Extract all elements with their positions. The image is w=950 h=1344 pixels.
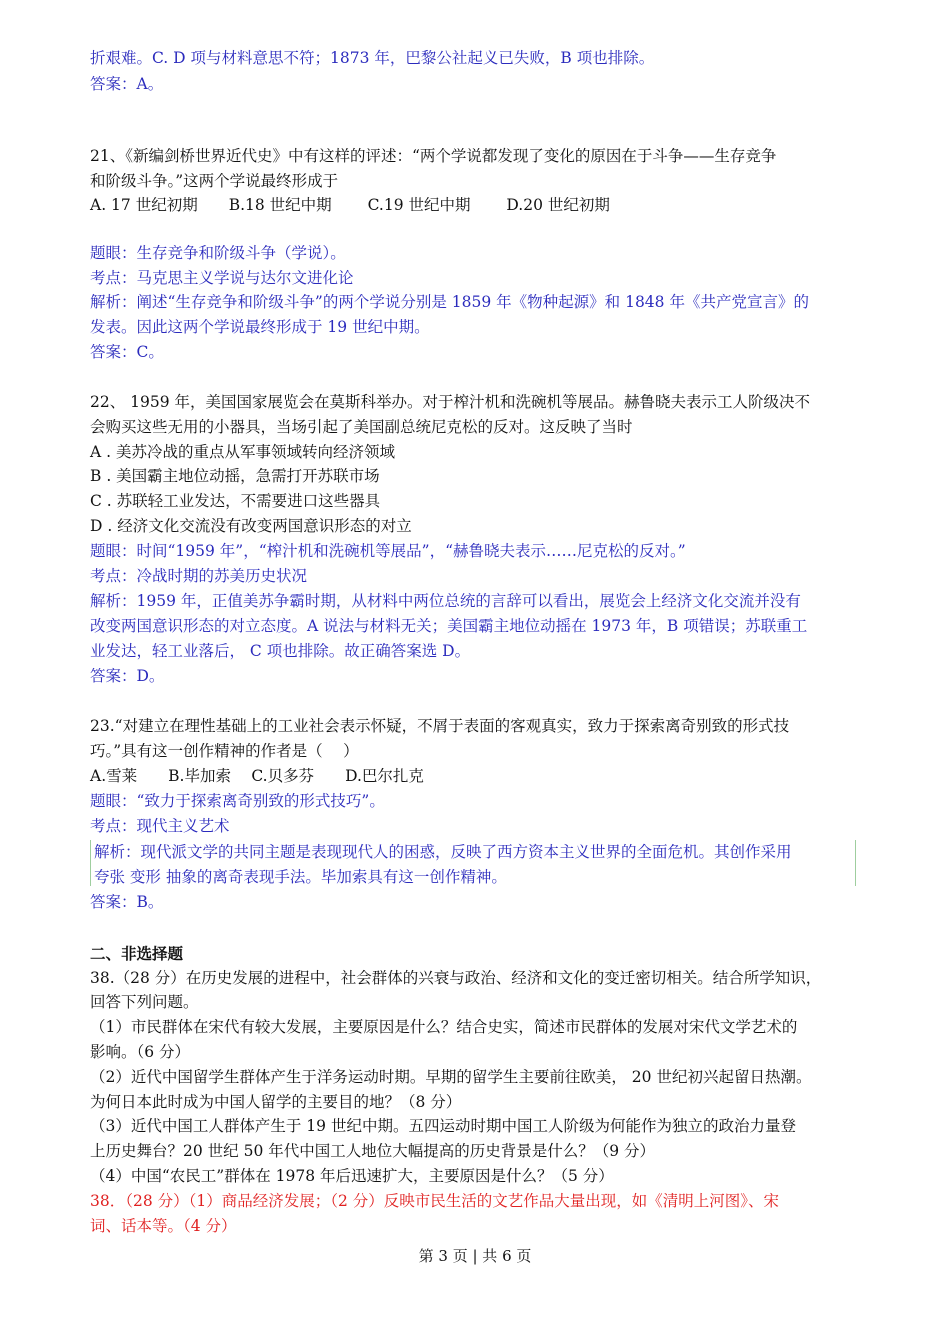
q38-sub2: （2）近代中国留学生群体产生于洋务运动时期。早期的留学生主要前往欧美， 20 世纪初兴起留日热潮。 (90, 1068, 812, 1086)
q21-stem-cont: 和阶级斗争。”这两个学说最终形成于 (90, 172, 339, 190)
q21-analysis-cont: 发表。因此这两个学说最终形成于 19 世纪中期。 (90, 318, 430, 336)
q22-analysis-cont2: 业发达，轻工业落后， C 项也排除。故正确答案选 D。 (90, 642, 471, 660)
section-heading: 二、非选择题 (90, 944, 184, 963)
q21-key-phrase: 题眼：生存竞争和阶级斗争（学说）。 (90, 244, 346, 262)
q22-exam-point: 考点：冷战时期的苏美历史状况 (90, 567, 308, 585)
q22-key-phrase: 题眼：时间“1959 年”，“榨汁机和洗碗机等展品”，“赫鲁晓夫表示……尼克松的反对。” (90, 542, 686, 560)
q22-option-c: C . 苏联轻工业发达，不需要进口这些器具 (90, 492, 381, 510)
q22-stem: 22、 1959 年，美国国家展览会在莫斯科举办。对于榨汁机和洗碗机等展品。赫鲁晓夫表示工人阶级决不 (90, 393, 811, 411)
q22-stem-cont: 会购买这些无用的小器具，当场引起了美国副总统尼克松的反对。这反映了当时 (90, 418, 633, 436)
q23-key-phrase: 题眼：“致力于探索离奇别致的形式技巧”。 (90, 792, 385, 810)
q23-stem: 23.“对建立在理性基础上的工业社会表示怀疑，不屑于表面的客观真实，致力于探索离奇别致的形式技 (90, 717, 790, 735)
q23-answer: 答案：B。 (90, 893, 164, 911)
q38-answer: 38．（28 分）（1）商品经济发展；（2 分）反映市民生活的文艺作品大量出现，如《清明上河图》、宋 (90, 1192, 780, 1210)
q23-exam-point: 考点：现代主义艺术 (90, 817, 230, 835)
q21-answer: 答案：C。 (90, 343, 164, 361)
q38-answer-cont: 词、话本等。（4 分） (90, 1217, 237, 1235)
q22-option-d: D . 经济文化交流没有改变两国意识形态的对立 (90, 517, 412, 535)
q21-exam-point: 考点：马克思主义学说与达尔文进化论 (90, 269, 354, 287)
q38-stem: 38.（28 分）在历史发展的进程中，社会群体的兴衰与政治、经济和文化的变迁密切相关。结合所学知识， (90, 969, 822, 987)
page-footer: 第 3 页 | 共 6 页 (418, 1247, 532, 1265)
q23-options: A.雪莱 B.毕加索 C.贝多芬 D.巴尔扎克 (90, 767, 424, 785)
q21-stem: 21、《新编剑桥世界近代史》中有这样的评述：“两个学说都发现了变化的原因在于斗争——生存竞争 (90, 147, 777, 165)
prev-answer: 答案：A。 (90, 75, 164, 93)
q38-sub3: （3）近代中国工人群体产生于 19 世纪中期。五四运动时期中国工人阶级为何能作为独立的政治力量登 (90, 1117, 796, 1135)
q21-options: A. 17 世纪初期 B.18 世纪中期 C.19 世纪中期 D.20 世纪初期 (90, 196, 610, 214)
q22-option-b: B . 美国霸主地位动摇，急需打开苏联市场 (90, 467, 380, 485)
q38-sub2-cont: 为何日本此时成为中国人留学的主要目的地？（8 分） (90, 1093, 462, 1111)
q23-stem-cont: 巧。”具有这一创作精神的作者是（ ） (90, 742, 359, 760)
q38-sub1: （1）市民群体在宋代有较大发展，主要原因是什么？结合史实，简述市民群体的发展对宋代文学艺术的 (90, 1018, 798, 1036)
q38-sub3-cont: 上历史舞台？20 世纪 50 年代中国工人地位大幅提高的历史背景是什么？（9 分） (90, 1142, 656, 1160)
prev-explanation-line: 折艰难。C. D 项与材料意思不符；1873 年，巴黎公社起义已失败，B 项也排除。 (90, 49, 655, 67)
q38-sub1-cont: 影响。（6 分） (90, 1043, 191, 1061)
q38-stem-cont: 回答下列问题。 (90, 993, 199, 1011)
q22-analysis: 解析：1959 年，正值美苏争霸时期，从材料中两位总统的言辞可以看出，展览会上经济文化交流并没有 (90, 592, 801, 610)
q22-option-a: A . 美苏冷战的重点从军事领域转向经济领域 (90, 443, 395, 461)
q23-analysis: 解析：现代派文学的共同主题是表现现代人的困惑，反映了西方资本主义世界的全面危机。其创作采用 (94, 843, 792, 861)
q22-analysis-cont: 改变两国意识形态的对立态度。A 说法与材料无关；美国霸主地位动摇在 1973 年，B 项错误；苏联重工 (90, 617, 808, 635)
q21-analysis: 解析：阐述“生存竞争和阶级斗争”的两个学说分别是 1859 年《物种起源》和 1848 年《共产党宣言》的 (90, 293, 809, 311)
q38-sub4: （4）中国“农民工”群体在 1978 年后迅速扩大，主要原因是什么？（5 分） (90, 1167, 614, 1185)
q23-analysis-cont: 夸张 变形 抽象的离奇表现手法。毕加索具有这一创作精神。 (94, 868, 507, 886)
q22-answer: 答案：D。 (90, 667, 165, 685)
